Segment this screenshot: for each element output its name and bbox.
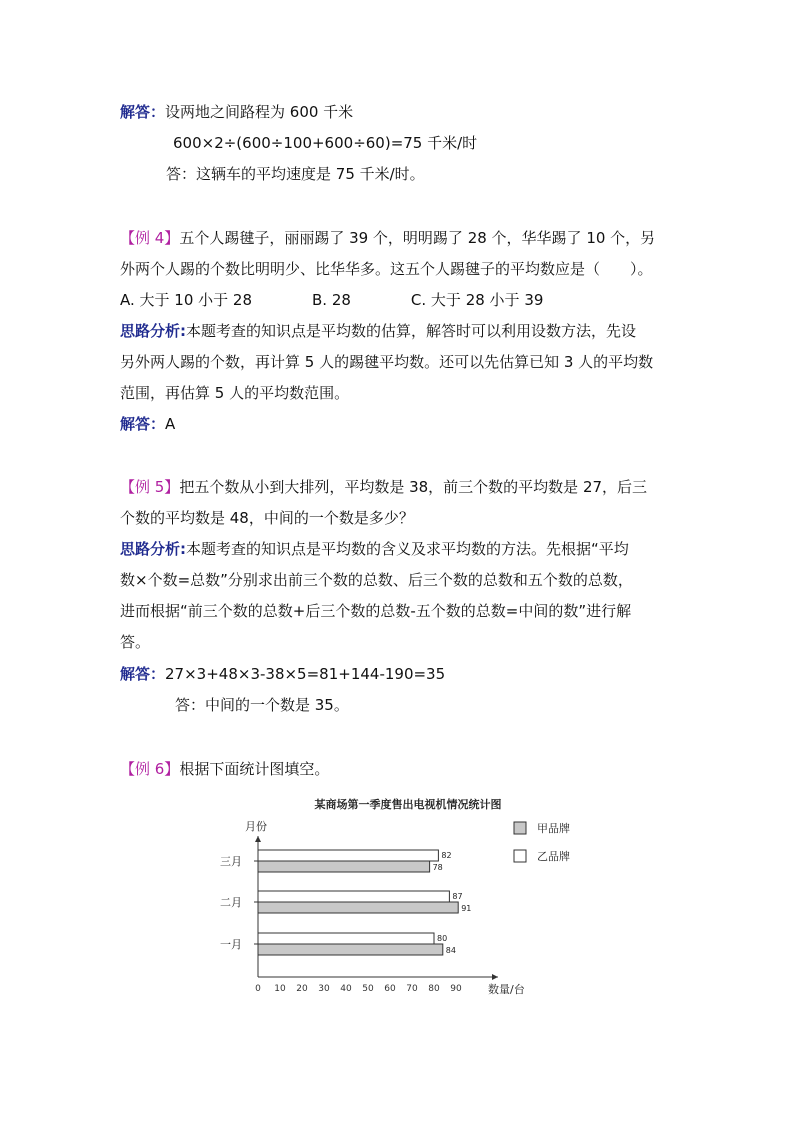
ex4-tag: 【例 4】 — [120, 229, 180, 247]
ex4-analysis-label: 思路分析: — [120, 322, 186, 340]
x-axis-arrow — [492, 974, 498, 980]
x-tick-label: 20 — [296, 984, 308, 994]
x-tick-label: 50 — [362, 984, 374, 994]
ex5-answer-label: 解答： — [120, 665, 166, 683]
ex5-answer-line-2: 答：中间的一个数是 35。 — [175, 696, 349, 714]
ex5-analysis-line-4: 答。 — [120, 633, 151, 651]
ex5-answer-value: 27×3+48×3-38×5=81+144-190=35 — [165, 665, 446, 683]
ex4-a1: 本题考查的知识点是平均数的估算，解答时可以利用设数方法，先设 — [186, 322, 637, 340]
legend-label-jia: 甲品牌 — [537, 822, 570, 835]
ex5-analysis-line-3: 进而根据“前三个数的总数+后三个数的总数-五个数的总数=中间的数”进行解 — [120, 602, 632, 620]
bar-jia — [258, 861, 430, 872]
data-label-yi: 82 — [441, 851, 452, 860]
ex4-analysis-line-3: 范围，再估算 5 人的平均数范围。 — [120, 384, 350, 402]
chart-title: 某商场第一季度售出电视机情况统计图 — [314, 798, 502, 811]
answer-text: 设两地之间路程为 600 千米 — [165, 103, 354, 121]
answer-label: 解答： — [120, 103, 166, 121]
x-tick-label: 90 — [450, 984, 462, 994]
data-label-jia: 91 — [461, 904, 472, 913]
ex4-answer — [120, 414, 175, 434]
x-tick-label: 10 — [274, 984, 286, 994]
ex5-analysis-line-2: 数×个数=总数”分别求出前三个数的总数、后三个数的总数和五个数的总数， — [120, 571, 633, 589]
answer-line-2: 600×2÷(600÷100+600÷60)=75 千米/时 — [173, 134, 478, 152]
ex5-analysis-label: 思路分析: — [120, 540, 186, 558]
ex5-analysis-line-1 — [120, 539, 629, 559]
ex4-analysis-line-1 — [120, 321, 636, 341]
ex5-a1: 本题考查的知识点是平均数的含义及求平均数的方法。先根据“平均 — [186, 540, 629, 558]
ex5-question-line-1 — [120, 477, 647, 497]
x-axis-label: 数量/台 — [488, 983, 525, 996]
y-category-label: 一月 — [220, 938, 242, 951]
data-label-jia: 84 — [445, 946, 456, 955]
ex4-answer-label: 解答： — [120, 415, 166, 433]
answer-line-1 — [120, 102, 353, 122]
y-category-label: 三月 — [220, 855, 242, 868]
bar-yi — [258, 850, 438, 861]
legend-swatch-yi — [514, 850, 526, 862]
x-tick-label: 30 — [318, 984, 330, 994]
x-tick-label: 60 — [384, 984, 396, 994]
bar-jia — [258, 944, 443, 955]
ex6-tag: 【例 6】 — [120, 760, 180, 778]
legend-swatch-jia — [514, 822, 526, 834]
answer-line-3: 答：这辆车的平均速度是 75 千米/时。 — [166, 165, 425, 183]
y-axis-arrow — [255, 836, 261, 842]
ex5-answer-line-1 — [120, 664, 445, 684]
ex4-options: A. 大于 10 小于 28 B. 28 C. 大于 28 小于 39 — [120, 291, 544, 309]
ex4-q1: 五个人踢毽子，丽丽踢了 39 个，明明踢了 28 个，华华踢了 10 个，另 — [179, 229, 656, 247]
x-tick-label: 40 — [340, 984, 352, 994]
x-tick-label: 0 — [255, 984, 261, 994]
y-category-label: 二月 — [220, 896, 242, 909]
ex6-q1: 根据下面统计图填空。 — [179, 760, 330, 778]
y-axis-label: 月份 — [245, 820, 267, 833]
ex4-question-line-1 — [120, 228, 655, 248]
bar-yi — [258, 891, 449, 902]
x-tick-label: 70 — [406, 984, 418, 994]
data-label-jia: 78 — [432, 863, 443, 872]
ex5-question-line-2: 个数的平均数是 48，中间的一个数是多少？ — [120, 509, 414, 527]
bar-jia — [258, 902, 458, 913]
x-tick-label: 80 — [428, 984, 440, 994]
ex5-tag: 【例 5】 — [120, 478, 180, 496]
ex5-q1: 把五个数从小到大排列，平均数是 38，前三个数的平均数是 27，后三 — [179, 478, 648, 496]
data-label-yi: 80 — [437, 934, 448, 943]
ex4-analysis-line-2: 另外两人踢的个数，再计算 5 人的踢毽平均数。还可以先估算已知 3 人的平均数 — [120, 353, 654, 371]
legend-label-yi: 乙品牌 — [537, 850, 570, 863]
data-label-yi: 87 — [452, 892, 463, 901]
bar-yi — [258, 933, 434, 944]
ex4-question-line-2: 外两个人踢的个数比明明少、比华华多。这五个人踢毽子的平均数应是（ ）。 — [120, 260, 653, 278]
ex6-question-line — [120, 759, 329, 779]
ex4-answer-value: A — [165, 415, 176, 433]
